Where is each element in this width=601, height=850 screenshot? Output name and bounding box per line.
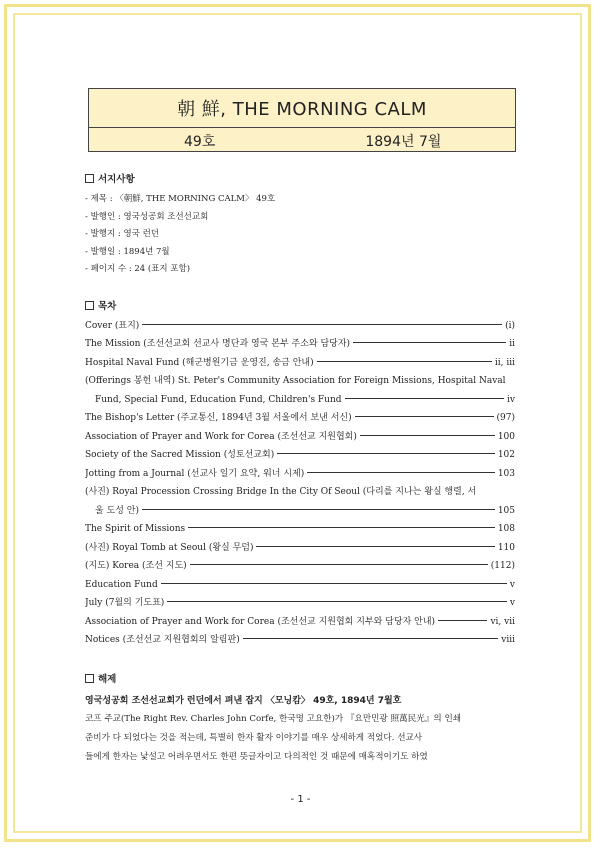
toc-entry: (사진) Royal Tomb at Seoul (왕실 무덤) 110 (85, 542, 515, 553)
paragraph-line: 들에게 한자는 낯설고 어려우면서도 한편 뜻글자이고 다의적인 것 때문에 매혹적이기도 하였 (85, 751, 428, 762)
document-body (85, 172, 515, 767)
issue-date: 1894년 7월 (365, 133, 442, 150)
page-number: - 1 - (290, 794, 311, 805)
toc-entry: Notices (조선선교 지원협회의 알림판) viii (85, 635, 515, 645)
bib-publisher-line: - 발행인 : 영국성공회 조선선교회 (85, 211, 209, 222)
toc-list (85, 317, 515, 650)
toc-entry: Association of Prayer and Work for Corea (조선선교 지원협회) 100 (85, 431, 515, 442)
toc-heading: 목차 (85, 299, 515, 315)
toc-entry: July (7월의 기도표) v (85, 598, 515, 608)
toc-entry: The Mission (조선선교회 선교사 명단과 영국 본부 주소와 담당자) ii (85, 339, 515, 349)
bib-place-line: - 발행지 : 영국 런던 (85, 229, 160, 239)
toc-entry: Cover (표지) (i) (85, 320, 515, 331)
toc-entry: Hospital Naval Fund (해군병원기금 운영진, 송금 안내) ii, iii (85, 357, 515, 368)
bib-pages-line: - 페이지 수 : 24 (표지 포함) (85, 264, 191, 274)
toc-entry: Jotting from a Journal (선교사 일기 요약, 워너 시제) 103 (85, 468, 515, 479)
explain-title: 영국성공회 조선선교회가 런던에서 펴낸 잡지 〈모닝캄〉 49호, 1894년 7월호 (85, 695, 402, 706)
toc-entry: (Offerings 봉헌 내역) St. Peter's Community Association for Foreign Missions, Hospital Naval (85, 376, 506, 386)
toc-entry: (사진) Royal Procession Crossing Bridge In the City Of Seoul (다리를 지나는 왕실 행렬, 서 (85, 487, 477, 497)
title-box (88, 88, 516, 152)
explain-heading: 해제 (85, 672, 515, 688)
square-bullet-icon (85, 174, 94, 183)
document-title: 朝 鮮, THE MORNING CALM (89, 89, 515, 128)
square-bullet-icon (85, 301, 94, 310)
bib-heading: 서지사항 (85, 172, 515, 188)
square-bullet-icon (85, 674, 94, 683)
issue-row (89, 128, 515, 153)
paragraph-line: 준비가 다 되었다는 것을 적는데, 특별히 한자 활자 이야기를 매우 상세하게 적었다. 선교사 (85, 732, 423, 743)
bib-date-line: - 발행일 : 1894년 7월 (85, 246, 170, 257)
explain-paragraph (85, 710, 515, 767)
issue-number: 49호 (184, 133, 216, 150)
toc-entry: Society of the Sacred Mission (성토선교회) 102 (85, 450, 515, 460)
paragraph-line: 코프 주교(The Right Rev. Charles John Corfe, 한국명 고요한)가 『요만민광 照萬民光』의 인쇄 (85, 713, 462, 724)
bib-list (85, 191, 515, 279)
toc-entry: (지도) Korea (조선 지도) (112) (85, 561, 515, 571)
bib-title-line: - 제목 : 〈朝鮮, THE MORNING CALM〉 49호 (85, 194, 276, 204)
toc-entry: Association of Prayer and Work for Corea (조선선교 지원협회 지부와 담당자 안내) vi, vii (85, 616, 515, 627)
toc-entry: Education Fund v (85, 579, 515, 590)
toc-entry-continued: Fund, Special Fund, Education Fund, Children's Fund iv (95, 394, 515, 405)
toc-entry-continued: 울 도성 안) 105 (95, 505, 515, 516)
toc-entry: The Bishop's Letter (주교통신, 1894년 3월 서울에서 보낸 서신) (97) (85, 413, 515, 423)
toc-entry: The Spirit of Missions 108 (85, 524, 515, 534)
